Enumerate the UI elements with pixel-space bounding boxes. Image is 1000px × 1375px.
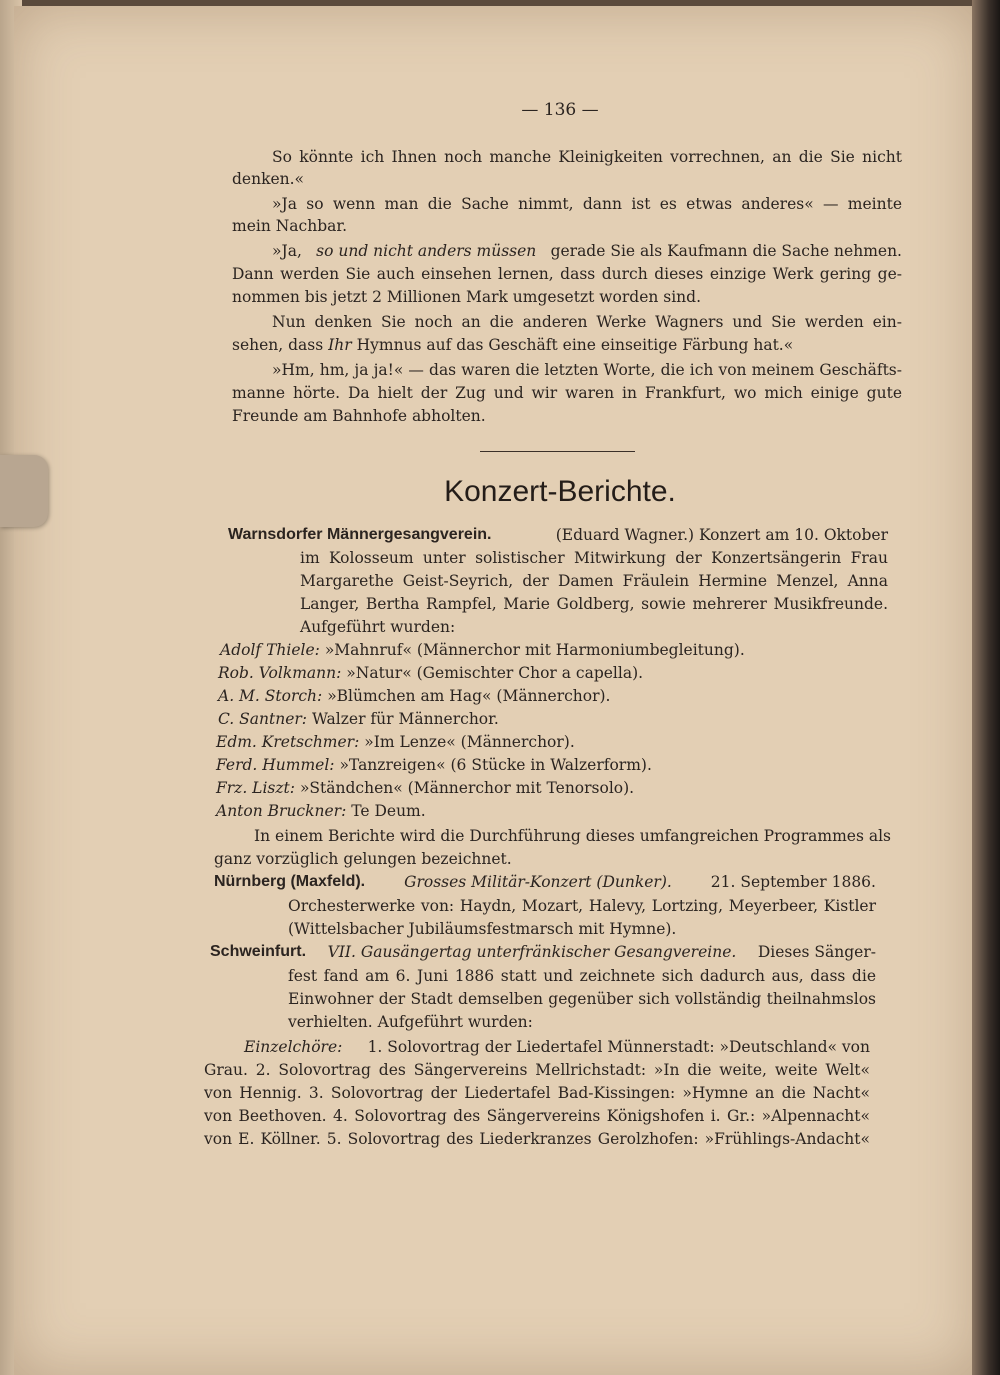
text-line: im Kolosseum unter solistischer Mitwirkung der Konzertsängerin Frau xyxy=(300,549,888,567)
composer: Rob. Volkmann: xyxy=(218,664,342,682)
text-span: 1. Solovortrag der Liedertafel Münnerstadt: »Deutschland« von xyxy=(367,1038,870,1056)
program-item xyxy=(218,685,611,707)
program-item xyxy=(218,708,499,730)
composer: Frz. Liszt: xyxy=(216,779,296,797)
entry-warnsdorf xyxy=(228,524,888,546)
entry-nuernberg xyxy=(214,871,876,893)
text-span: Dieses Sänger- xyxy=(757,943,876,961)
work: »Mahnruf« (Männerchor mit Harmoniumbegleitung). xyxy=(324,641,745,659)
text-line: Margarethe Geist-Seyrich, der Damen Fräulein Hermine Menzel, Anna xyxy=(300,572,888,590)
program-item xyxy=(218,662,643,684)
text-line: von Hennig. 3. Solovortrag der Liedertafel Bad-Kissingen: »Hymne an die Nacht« xyxy=(204,1084,870,1102)
page-tab xyxy=(0,455,48,527)
text-line: Nun denken Sie noch an die anderen Werke Wagners und Sie werden ein- xyxy=(272,313,902,331)
program-item xyxy=(216,800,426,822)
composer: Edm. Kretschmer: xyxy=(216,733,360,751)
text-line: Einwohner der Stadt demselben gegenüber sich vollständig theilnahmslos xyxy=(288,990,876,1008)
text-line xyxy=(244,1036,870,1058)
text-line: Dann werden Sie auch einsehen lernen, dass durch dieses einzige Werk gering ge- xyxy=(232,265,902,283)
entry-schweinfurt xyxy=(210,941,876,963)
text-span: »Ja, xyxy=(272,242,302,260)
text-line: Grau. 2. Solovortrag des Sängervereins Mellrichstadt: »In die weite, weite Welt« xyxy=(204,1061,870,1079)
text-line: manne hörte. Da hielt der Zug und wir waren in Frankfurt, wo mich einige gute xyxy=(232,384,902,402)
text-line: »Ja so wenn man die Sache nimmt, dann ist es etwas anderes« — meinte xyxy=(272,195,902,213)
composer: Ferd. Hummel: xyxy=(216,756,335,774)
program-item xyxy=(220,639,745,661)
text-line: mein Nachbar. xyxy=(232,217,348,235)
emphasis-text: so und nicht anders müssen xyxy=(316,242,537,260)
text-span: sehen, dass xyxy=(232,336,324,354)
section-divider xyxy=(480,451,635,452)
text-line: Aufgeführt wurden: xyxy=(300,618,456,636)
entry-title: Warnsdorfer Männergesangverein. xyxy=(228,526,492,543)
program-item xyxy=(216,754,652,776)
text-line: Langer, Bertha Rampfel, Marie Goldberg, sowie mehrerer Musikfreunde. xyxy=(300,595,888,613)
composer: Adolf Thiele: xyxy=(220,641,320,659)
text-line: ganz vorzüglich gelungen bezeichnet. xyxy=(214,850,512,868)
text-line: verhielten. Aufgeführt wurden: xyxy=(288,1013,533,1031)
work: Te Deum. xyxy=(351,802,426,820)
text-line: Freunde am Bahnhofe abholten. xyxy=(232,407,486,425)
text-line: denken.« xyxy=(232,170,305,188)
concert-title: Grosses Militär-Konzert (Dunker). xyxy=(404,873,672,891)
text-span: gerade Sie als Kaufmann die Sache nehmen. xyxy=(550,242,902,260)
text-line: In einem Berichte wird die Durchführung dieses umfangreichen Programmes als xyxy=(254,827,891,845)
text-line: fest fand am 6. Juni 1886 statt und zeichnete sich dadurch aus, dass die xyxy=(288,967,876,985)
text-line: »Hm, hm, ja ja!« — das waren die letzten Worte, die ich von meinem Geschäfts- xyxy=(272,361,902,379)
text-line: von E. Köllner. 5. Solovortrag des Liederkranzes Gerolzhofen: »Frühlings-Andacht« xyxy=(204,1130,870,1148)
concert-date: 21. September 1886. xyxy=(710,873,876,891)
work: »Tanzreigen« (6 Stücke in Walzerform). xyxy=(339,756,652,774)
text-line: Orchesterwerke von: Haydn, Mozart, Halevy, Lortzing, Meyerbeer, Kistler xyxy=(288,897,876,915)
entry-title: Nürnberg (Maxfeld). xyxy=(214,873,366,890)
composer: A. M. Storch: xyxy=(218,687,323,705)
text-line: nommen bis jetzt 2 Millionen Mark umgesetzt worden sind. xyxy=(232,288,702,306)
text-line xyxy=(272,240,902,262)
work: »Ständchen« (Männerchor mit Tenorsolo). xyxy=(299,779,635,797)
composer: Anton Bruckner: xyxy=(216,802,347,820)
work: »Im Lenze« (Männerchor). xyxy=(364,733,575,751)
page-number: — 136 — xyxy=(521,100,599,120)
text-line: von Beethoven. 4. Solovortrag des Sängervereins Königshofen i. Gr.: »Alpennacht« xyxy=(204,1107,870,1125)
program-item xyxy=(216,777,634,799)
text-line: (Wittelsbacher Jubiläumsfestmarsch mit Hymne). xyxy=(288,920,677,938)
work: »Blümchen am Hag« (Männerchor). xyxy=(327,687,611,705)
work: Walzer für Männerchor. xyxy=(311,710,499,728)
program-item xyxy=(216,731,575,753)
section-heading: Konzert-Berichte. xyxy=(444,475,676,508)
emphasis-text: Ihr xyxy=(328,336,352,354)
composer: C. Santner: xyxy=(218,710,308,728)
concert-title: VII. Gausängertag unterfränkischer Gesangvereine. xyxy=(327,943,737,961)
entry-title: Schweinfurt. xyxy=(210,943,307,960)
text-span: (Eduard Wagner.) Konzert am 10. Oktober xyxy=(555,526,888,544)
section-label: Einzelchöre: xyxy=(244,1038,343,1056)
text-line: So könnte ich Ihnen noch manche Kleinigkeiten vorrechnen, an die Sie nicht xyxy=(272,148,902,166)
text-span: Hymnus auf das Geschäft eine einseitige Färbung hat.« xyxy=(356,336,794,354)
work: »Natur« (Gemischter Chor a capella). xyxy=(346,664,644,682)
book-edge xyxy=(972,0,1000,1375)
text-line xyxy=(232,334,793,356)
